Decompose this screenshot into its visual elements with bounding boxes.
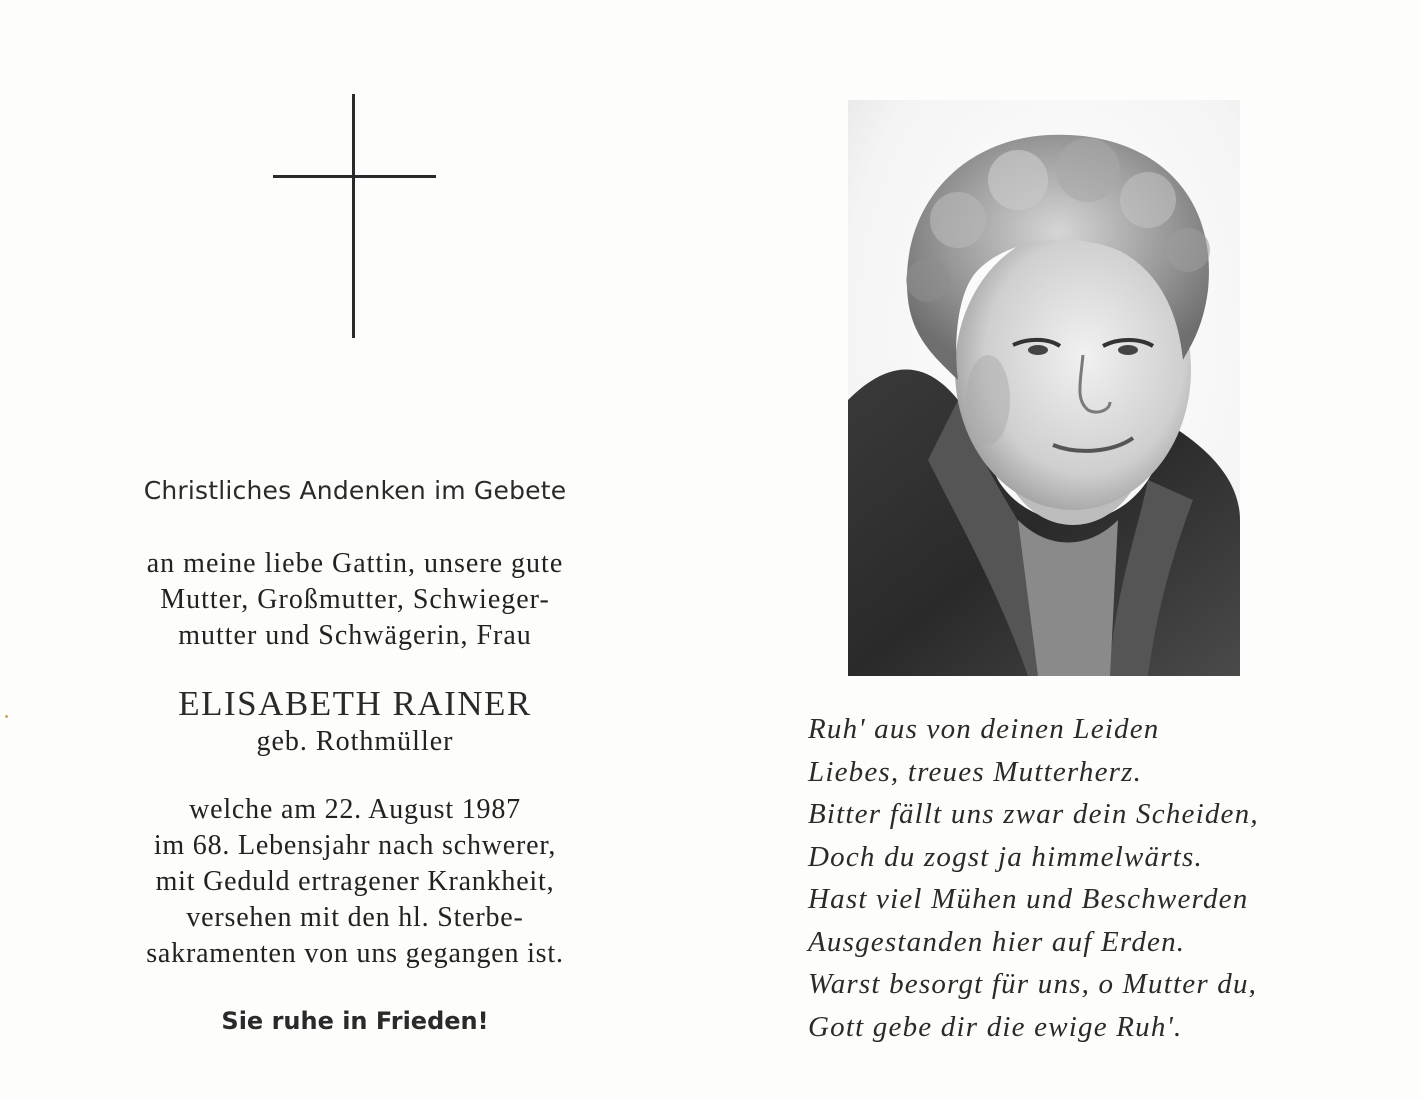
details-line: welche am 22. August 1987 <box>189 794 521 825</box>
cross-icon-vertical <box>352 94 355 338</box>
intro-line: Mutter, Großmutter, Schwieger- <box>160 584 550 615</box>
poem-line: Ruh' aus von deinen Leiden <box>808 713 1160 745</box>
poem-line: Ausgestanden hier auf Erden. <box>808 925 1186 958</box>
poem-line: Gott gebe dir die ewige Ruh'. <box>808 1010 1183 1043</box>
closing-text: Sie ruhe in Frieden! <box>221 1007 489 1035</box>
details-line: mit Geduld ertragener Krankheit, <box>155 866 555 897</box>
poem-line: Doch du zogst ja himmelwärts. <box>808 840 1203 873</box>
poem-line: Warst besorgt für uns, o Mutter du, <box>808 968 1258 1000</box>
card-heading: Christliches Andenken im Gebete <box>143 476 567 505</box>
poem-line: Liebes, treues Mutterherz. <box>808 755 1143 788</box>
intro-line: mutter und Schwägerin, Frau <box>178 620 532 651</box>
poem <box>808 708 1368 1048</box>
details-line: im 68. Lebensjahr nach schwerer, <box>153 830 557 861</box>
intro-line: an meine liebe Gattin, unsere gute <box>146 548 564 579</box>
maiden-name: geb. Rothmüller <box>256 726 454 757</box>
intro-text <box>90 546 620 654</box>
cross-icon-horizontal <box>273 175 436 178</box>
details-line: versehen mit den hl. Sterbe- <box>186 902 524 933</box>
poem-line: Bitter fällt uns zwar dein Scheiden, <box>808 798 1259 830</box>
portrait-photo <box>848 100 1240 676</box>
deceased-name: ELISABETH RAINER <box>178 684 532 723</box>
details-text <box>90 792 620 972</box>
paper-speck <box>5 715 8 718</box>
poem-line: Hast viel Mühen und Beschwerden <box>808 883 1249 915</box>
details-line: sakramenten von uns gegangen ist. <box>146 938 564 969</box>
